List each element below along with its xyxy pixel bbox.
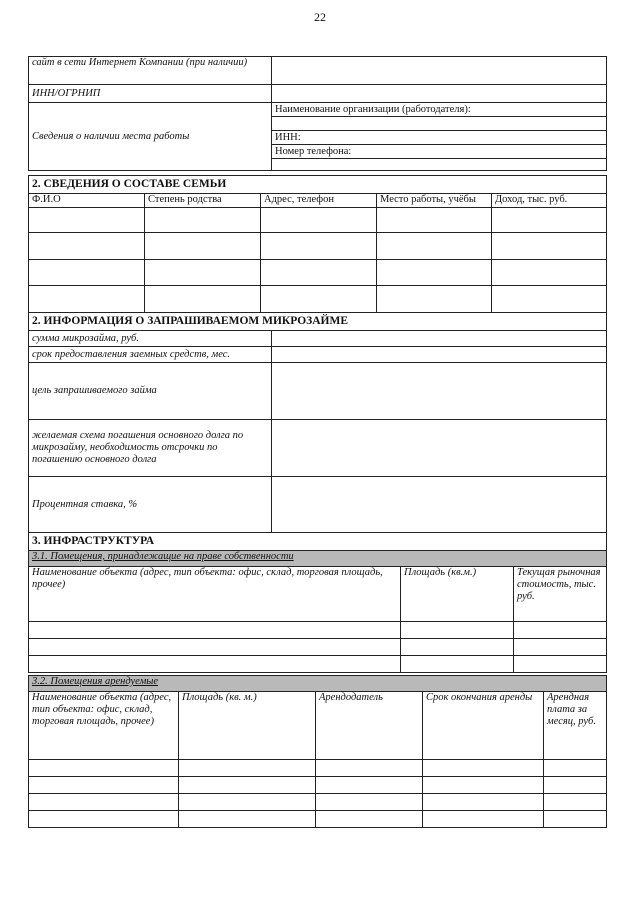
rented-subsection-title: 3.2. Помещения арендуемые bbox=[29, 676, 607, 692]
loan-schedule-field[interactable] bbox=[272, 420, 607, 477]
owned-premises-table bbox=[28, 532, 607, 673]
table-row bbox=[29, 656, 607, 673]
owned-col-name: Наименование объекта (адрес, тип объекта: офис, склад, торговая площадь, прочее) bbox=[29, 567, 401, 622]
infrastructure-section-title: 3. ИНФРАСТРУКТУРА bbox=[29, 533, 607, 551]
employer-phone-label: Номер телефона: bbox=[272, 145, 607, 159]
contacts-table bbox=[28, 56, 607, 171]
table-row bbox=[29, 233, 607, 260]
table-row bbox=[29, 811, 607, 828]
table-row bbox=[29, 286, 607, 313]
owned-col-area: Площадь (кв.м.) bbox=[401, 567, 514, 622]
family-col-income: Доход, тыс. руб. bbox=[492, 194, 607, 208]
rented-col-area: Площадь (кв. м.) bbox=[179, 692, 316, 760]
workplace-label: Сведения о наличии места работы bbox=[29, 103, 272, 171]
rented-col-landlord: Арендодатель bbox=[316, 692, 423, 760]
loan-purpose-label: цель запрашиваемого займа bbox=[29, 363, 272, 420]
employer-phone-field[interactable] bbox=[272, 159, 607, 171]
family-table bbox=[28, 175, 607, 313]
loan-term-field[interactable] bbox=[272, 347, 607, 363]
employer-name-field[interactable] bbox=[272, 117, 607, 131]
rented-col-term: Срок окончания аренды bbox=[423, 692, 544, 760]
loan-section-title: 2. ИНФОРМАЦИЯ О ЗАПРАШИВАЕМОМ МИКРОЗАЙМЕ bbox=[29, 313, 607, 331]
website-label: сайт в сети Интернет Компании (при наличии) bbox=[29, 57, 272, 85]
loan-table bbox=[28, 312, 607, 533]
table-row bbox=[29, 260, 607, 286]
loan-term-label: срок предоставления заемных средств, мес. bbox=[29, 347, 272, 363]
rented-premises-table bbox=[28, 675, 607, 828]
family-col-relation: Степень родства bbox=[145, 194, 261, 208]
inn-ogrnip-label: ИНН/ОГРНИП bbox=[29, 85, 272, 103]
website-field[interactable] bbox=[272, 57, 607, 85]
table-row bbox=[29, 760, 607, 777]
family-col-name: Ф.И.О bbox=[29, 194, 145, 208]
inn-ogrnip-field[interactable] bbox=[272, 85, 607, 103]
owned-col-value: Текущая рыночная стоимость, тыс. руб. bbox=[514, 567, 607, 622]
loan-amount-label: сумма микрозайма, руб. bbox=[29, 331, 272, 347]
table-row bbox=[29, 639, 607, 656]
page-number: 22 bbox=[314, 10, 326, 24]
rented-col-rent: Арендная плата за месяц, руб. bbox=[544, 692, 607, 760]
table-row bbox=[29, 777, 607, 794]
loan-schedule-label: желаемая схема погашения основного долга по микрозайму, необходимость отсрочки по погашению основного долга bbox=[29, 420, 272, 477]
family-col-work: Место работы, учёбы bbox=[377, 194, 492, 208]
loan-amount-field[interactable] bbox=[272, 331, 607, 347]
loan-rate-field[interactable] bbox=[272, 477, 607, 533]
owned-subsection-title: 3.1. Помещения, принадлежащие на праве собственности bbox=[29, 551, 607, 567]
table-row bbox=[29, 794, 607, 811]
family-section-title: 2. СВЕДЕНИЯ О СОСТАВЕ СЕМЬИ bbox=[29, 176, 607, 194]
employer-name-label: Наименование организации (работодателя): bbox=[272, 103, 607, 117]
employer-inn-label: ИНН: bbox=[272, 131, 607, 145]
rented-col-name: Наименование объекта (адрес, тип объекта: офис, склад, торговая площадь, прочее) bbox=[29, 692, 179, 760]
loan-purpose-field[interactable] bbox=[272, 363, 607, 420]
family-col-address: Адрес, телефон bbox=[261, 194, 377, 208]
table-row bbox=[29, 622, 607, 639]
loan-rate-label: Процентная ставка, % bbox=[29, 477, 272, 533]
table-row bbox=[29, 208, 607, 233]
